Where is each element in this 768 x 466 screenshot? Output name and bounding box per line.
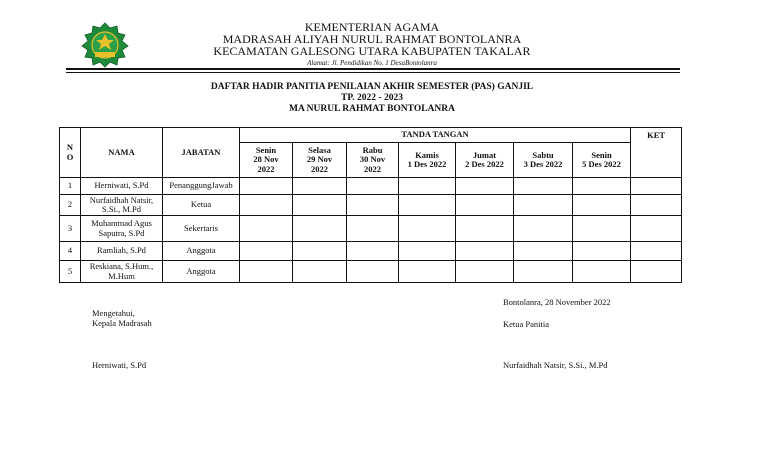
header-no: N O [60, 128, 81, 178]
signature-cell [347, 178, 399, 195]
signature-cell [240, 261, 293, 283]
signature-cell [399, 261, 456, 283]
row-nama: Ramliah, S.Pd [81, 242, 163, 261]
signature-cell [347, 261, 399, 283]
signature-cell [514, 261, 573, 283]
ket-cell [631, 178, 682, 195]
day-header: Kamis 1 Des 2022 [399, 143, 456, 178]
day-header: Selasa 29 Nov 2022 [293, 143, 347, 178]
row-no: 2 [60, 195, 81, 216]
signature-cell [347, 242, 399, 261]
signature-cell [514, 216, 573, 242]
school-name: MADRASAH ALIYAH NURUL RAHMAT BONTOLANRA [222, 32, 522, 46]
signature-cell [399, 216, 456, 242]
signature-cell [456, 195, 514, 216]
signature-cell [240, 195, 293, 216]
ket-cell [631, 195, 682, 216]
school-address: Alamat: Jl. Pendidikan No. 1 DesaBontolanra [307, 59, 437, 67]
header-nama: NAMA [81, 128, 163, 178]
row-jabatan: PenanggungJawab [163, 178, 240, 195]
doc-title-line3: MA NURUL RAHMAT BONTOLANRA [289, 104, 455, 114]
ket-cell [631, 242, 682, 261]
signature-cell [293, 178, 347, 195]
signature-cell [240, 178, 293, 195]
header-tanda-tangan: TANDA TANGAN [240, 128, 631, 143]
letterhead-rule-thin [66, 72, 680, 73]
signature-cell [456, 178, 514, 195]
sig-left-title: Kepala Madrasah [92, 318, 152, 328]
header-jabatan: JABATAN [163, 128, 240, 178]
signature-cell [456, 261, 514, 283]
row-nama: Nurfaidhah Natsir, S.Si., M.Pd [81, 195, 163, 216]
signature-cell [456, 216, 514, 242]
row-no: 5 [60, 261, 81, 283]
row-no: 3 [60, 216, 81, 242]
signature-cell [240, 242, 293, 261]
signature-cell [573, 261, 631, 283]
day-header: Senin 5 Des 2022 [573, 143, 631, 178]
header-ket: KET [631, 128, 682, 178]
row-jabatan: Sekertaris [163, 216, 240, 242]
row-nama: Reskiana, S.Hum., M.Hum [81, 261, 163, 283]
ket-cell [631, 216, 682, 242]
signature-cell [347, 195, 399, 216]
signature-cell [514, 178, 573, 195]
signature-cell [514, 242, 573, 261]
table-row [60, 178, 682, 195]
attendance-table [59, 127, 682, 283]
sig-left-name: Herniwati, S.Pd [92, 360, 147, 370]
signature-cell [293, 261, 347, 283]
signature-cell [399, 178, 456, 195]
signature-cell [347, 216, 399, 242]
signature-cell [456, 242, 514, 261]
signature-cell [573, 242, 631, 261]
signature-cell [240, 216, 293, 242]
district-name: KECAMATAN GALESONG UTARA KABUPATEN TAKALAR [213, 44, 531, 58]
signature-cell [293, 195, 347, 216]
table-row [60, 242, 682, 261]
row-no: 1 [60, 178, 81, 195]
row-no: 4 [60, 242, 81, 261]
day-header: Sabtu 3 Des 2022 [514, 143, 573, 178]
signature-cell [399, 242, 456, 261]
row-jabatan: Anggota [163, 242, 240, 261]
signature-cell [399, 195, 456, 216]
signature-cell [293, 216, 347, 242]
signature-cell [573, 178, 631, 195]
day-header: Senin 28 Nov 2022 [240, 143, 293, 178]
row-nama: Herniwati, S.Pd [81, 178, 163, 195]
signature-cell [573, 195, 631, 216]
doc-title-line2: TP. 2022 - 2023 [341, 93, 403, 103]
table-row [60, 195, 682, 216]
letterhead-rule-thick [66, 68, 680, 70]
sig-right-place-date: Bontolanra, 28 November 2022 [503, 297, 611, 307]
row-nama: Muhammad Agus Saputra, S.Pd [81, 216, 163, 242]
doc-title-line1: DAFTAR HADIR PANITIA PENILAIAN AKHIR SEMESTER (PAS) GANJIL [210, 82, 534, 92]
sig-right-name: Nurfaidhah Natsir, S.Si., M.Pd [503, 360, 608, 370]
day-header: Jumat 2 Des 2022 [456, 143, 514, 178]
row-jabatan: Anggota [163, 261, 240, 283]
ministry-name: KEMENTERIAN AGAMA [304, 20, 440, 34]
ket-cell [631, 261, 682, 283]
table-row [60, 216, 682, 242]
sig-left-acknowledged: Mengetahui, [92, 308, 135, 318]
sig-right-role: Ketua Panitia [503, 319, 550, 329]
table-row [60, 261, 682, 283]
kemenag-logo [80, 22, 130, 68]
row-jabatan: Ketua [163, 195, 240, 216]
signature-cell [514, 195, 573, 216]
day-header: Rabu 30 Nov 2022 [347, 143, 399, 178]
signature-cell [573, 216, 631, 242]
signature-cell [293, 242, 347, 261]
